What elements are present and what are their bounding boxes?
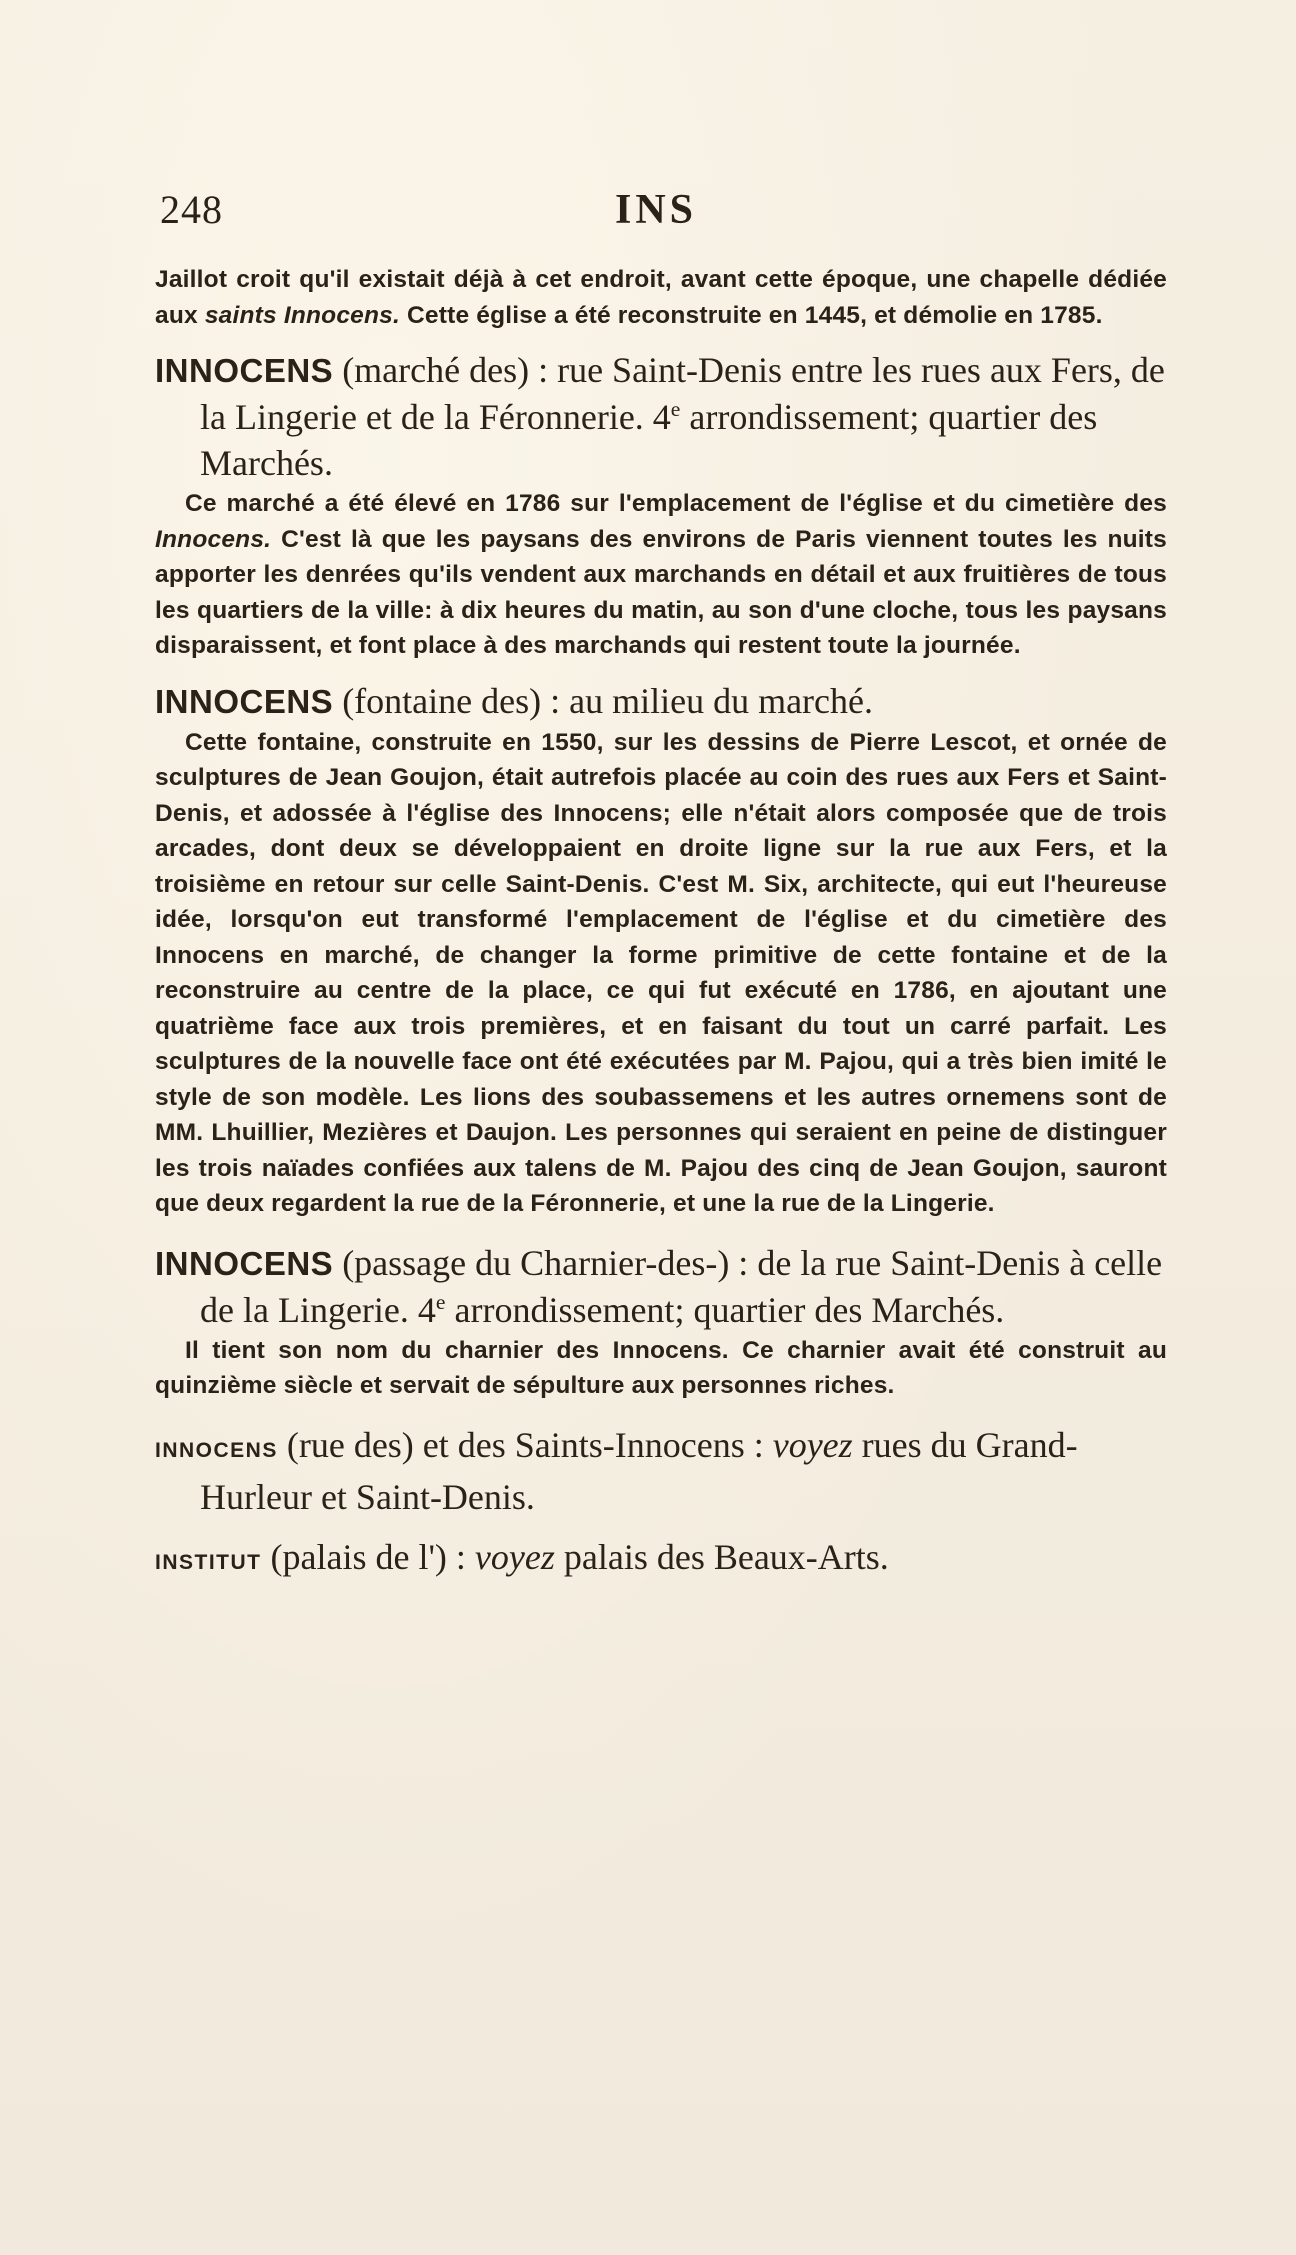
entry-heading-text-a: (palais de l') : [261, 1536, 475, 1577]
entry-heading-tail: arrondissement; quartier des Marchés. [445, 1289, 1005, 1330]
entry-heading-fontaine [155, 678, 1167, 725]
entry-body-text-b: C'est là que les paysans des environs de Paris viennent toutes les nuits apporter les denrées qu'ils vendent aux marchands en détail et aux fruitières de tous les quartiers de la ville: à dix heures du matin, au son d'une cloche, tous les paysans disparaissent, et font place à des marchands qui restent toute la journée. [155, 525, 1167, 659]
entry-heading-text: (passage du Charnier-des-) : de la rue Saint-Denis à celle de la Lingerie. 4 [200, 1242, 1163, 1330]
entry-body-marche [155, 486, 1167, 664]
cross-reference-voyez: voyez [474, 1536, 555, 1577]
entry-heading-passage [155, 1240, 1167, 1333]
entry-heading-text: (fontaine des) : au milieu du marché. [333, 680, 873, 721]
continuation-text-a: Jaillot croit qu'il existait déjà à cet endroit, avant cette époque, une chapelle dédiée aux [155, 266, 1167, 329]
cross-reference-voyez: voyez [772, 1424, 853, 1465]
entry-heading-text-b: rues du Grand-Hurleur et Saint-Denis. [200, 1424, 1078, 1517]
entry-keyword: INSTITUT [155, 1550, 262, 1574]
entry-body-text-a: Ce marché a été élevé en 1786 sur l'emplacement de l'église et du cimetière des [185, 490, 1167, 517]
page-content [155, 262, 1167, 1586]
entry-keyword: INNOCENS [155, 1244, 334, 1282]
entry-heading-institut [155, 1534, 1167, 1586]
ordinal-suffix: e [435, 1289, 446, 1314]
continuation-emphasis: saints Innocens. [204, 301, 400, 329]
ordinal-suffix: e [670, 397, 681, 421]
entry-heading-text: (marché des) : rue Saint-Denis entre les rues aux Fers, de la Lingerie et de la Féronnerie. 4 [200, 350, 1165, 437]
entry-body-fontaine: Cette fontaine, construite en 1550, sur les dessins de Pierre Lescot, et ornée de sculptures de Jean Goujon, était autrefois placée au coin des rues aux Fers et Saint-Denis, et adossée à l'église des Innocens; elle n'était alors composée que de trois arcades, dont deux se développaient en droite ligne sur la rue aux Fers, et la troisième en retour sur celle Saint-Denis. C'est M. Six, architecte, qui eut l'heureuse idée, lorsqu'on eut transformé l'emplacement de l'église et du cimetière des Innocens en marché, de changer la forme primitive de cette fontaine et de la reconstruire au centre de la place, ce qui fut exécuté en 1786, en ajoutant une quatrième face aux trois premières, et en faisant du tout un carré parfait. Les sculptures de la nouvelle face ont été exécutées par M. Pajou, qui a très bien imité le style de son modèle. Les lions des soubassemens et les autres ornemens sont de MM. Lhuillier, Mezières et Daujon. Les personnes qui seraient en peine de distinguer les trois naïades confiées aux talens de M. Pajou des cinq de Jean Goujon, sauront que deux regardent la rue de la Féronnerie, et une la rue de la Lingerie. [155, 728, 1167, 1217]
entry-body-passage: Il tient son nom du charnier des Innocens. Ce charnier avait été construit au quinzième siècle et servait de sépulture aux personnes riches. [155, 1336, 1167, 1399]
entry-heading-text-b: palais des Beaux-Arts. [554, 1536, 889, 1577]
continuation-text-b: Cette église a été reconstruite en 1445, et démolie en 1785. [400, 301, 1103, 329]
entry-heading-rue [155, 1422, 1167, 1520]
entry-keyword: INNOCENS [155, 352, 334, 389]
running-head: INS [615, 187, 698, 233]
entry-heading-marche [155, 347, 1167, 486]
entry-keyword: INNOCENS [155, 1438, 278, 1462]
entry-keyword: INNOCENS [155, 682, 334, 720]
entry-body-emphasis: Innocens. [155, 525, 272, 553]
page-number: 248 [160, 187, 223, 232]
continuation-paragraph [155, 262, 1167, 333]
entry-heading-text-a: (rue des) et des Saints-Innocens : [277, 1424, 773, 1465]
page-header [160, 186, 1170, 246]
entry-heading-tail: arrondissement; quartier des Marchés. [200, 397, 1098, 483]
